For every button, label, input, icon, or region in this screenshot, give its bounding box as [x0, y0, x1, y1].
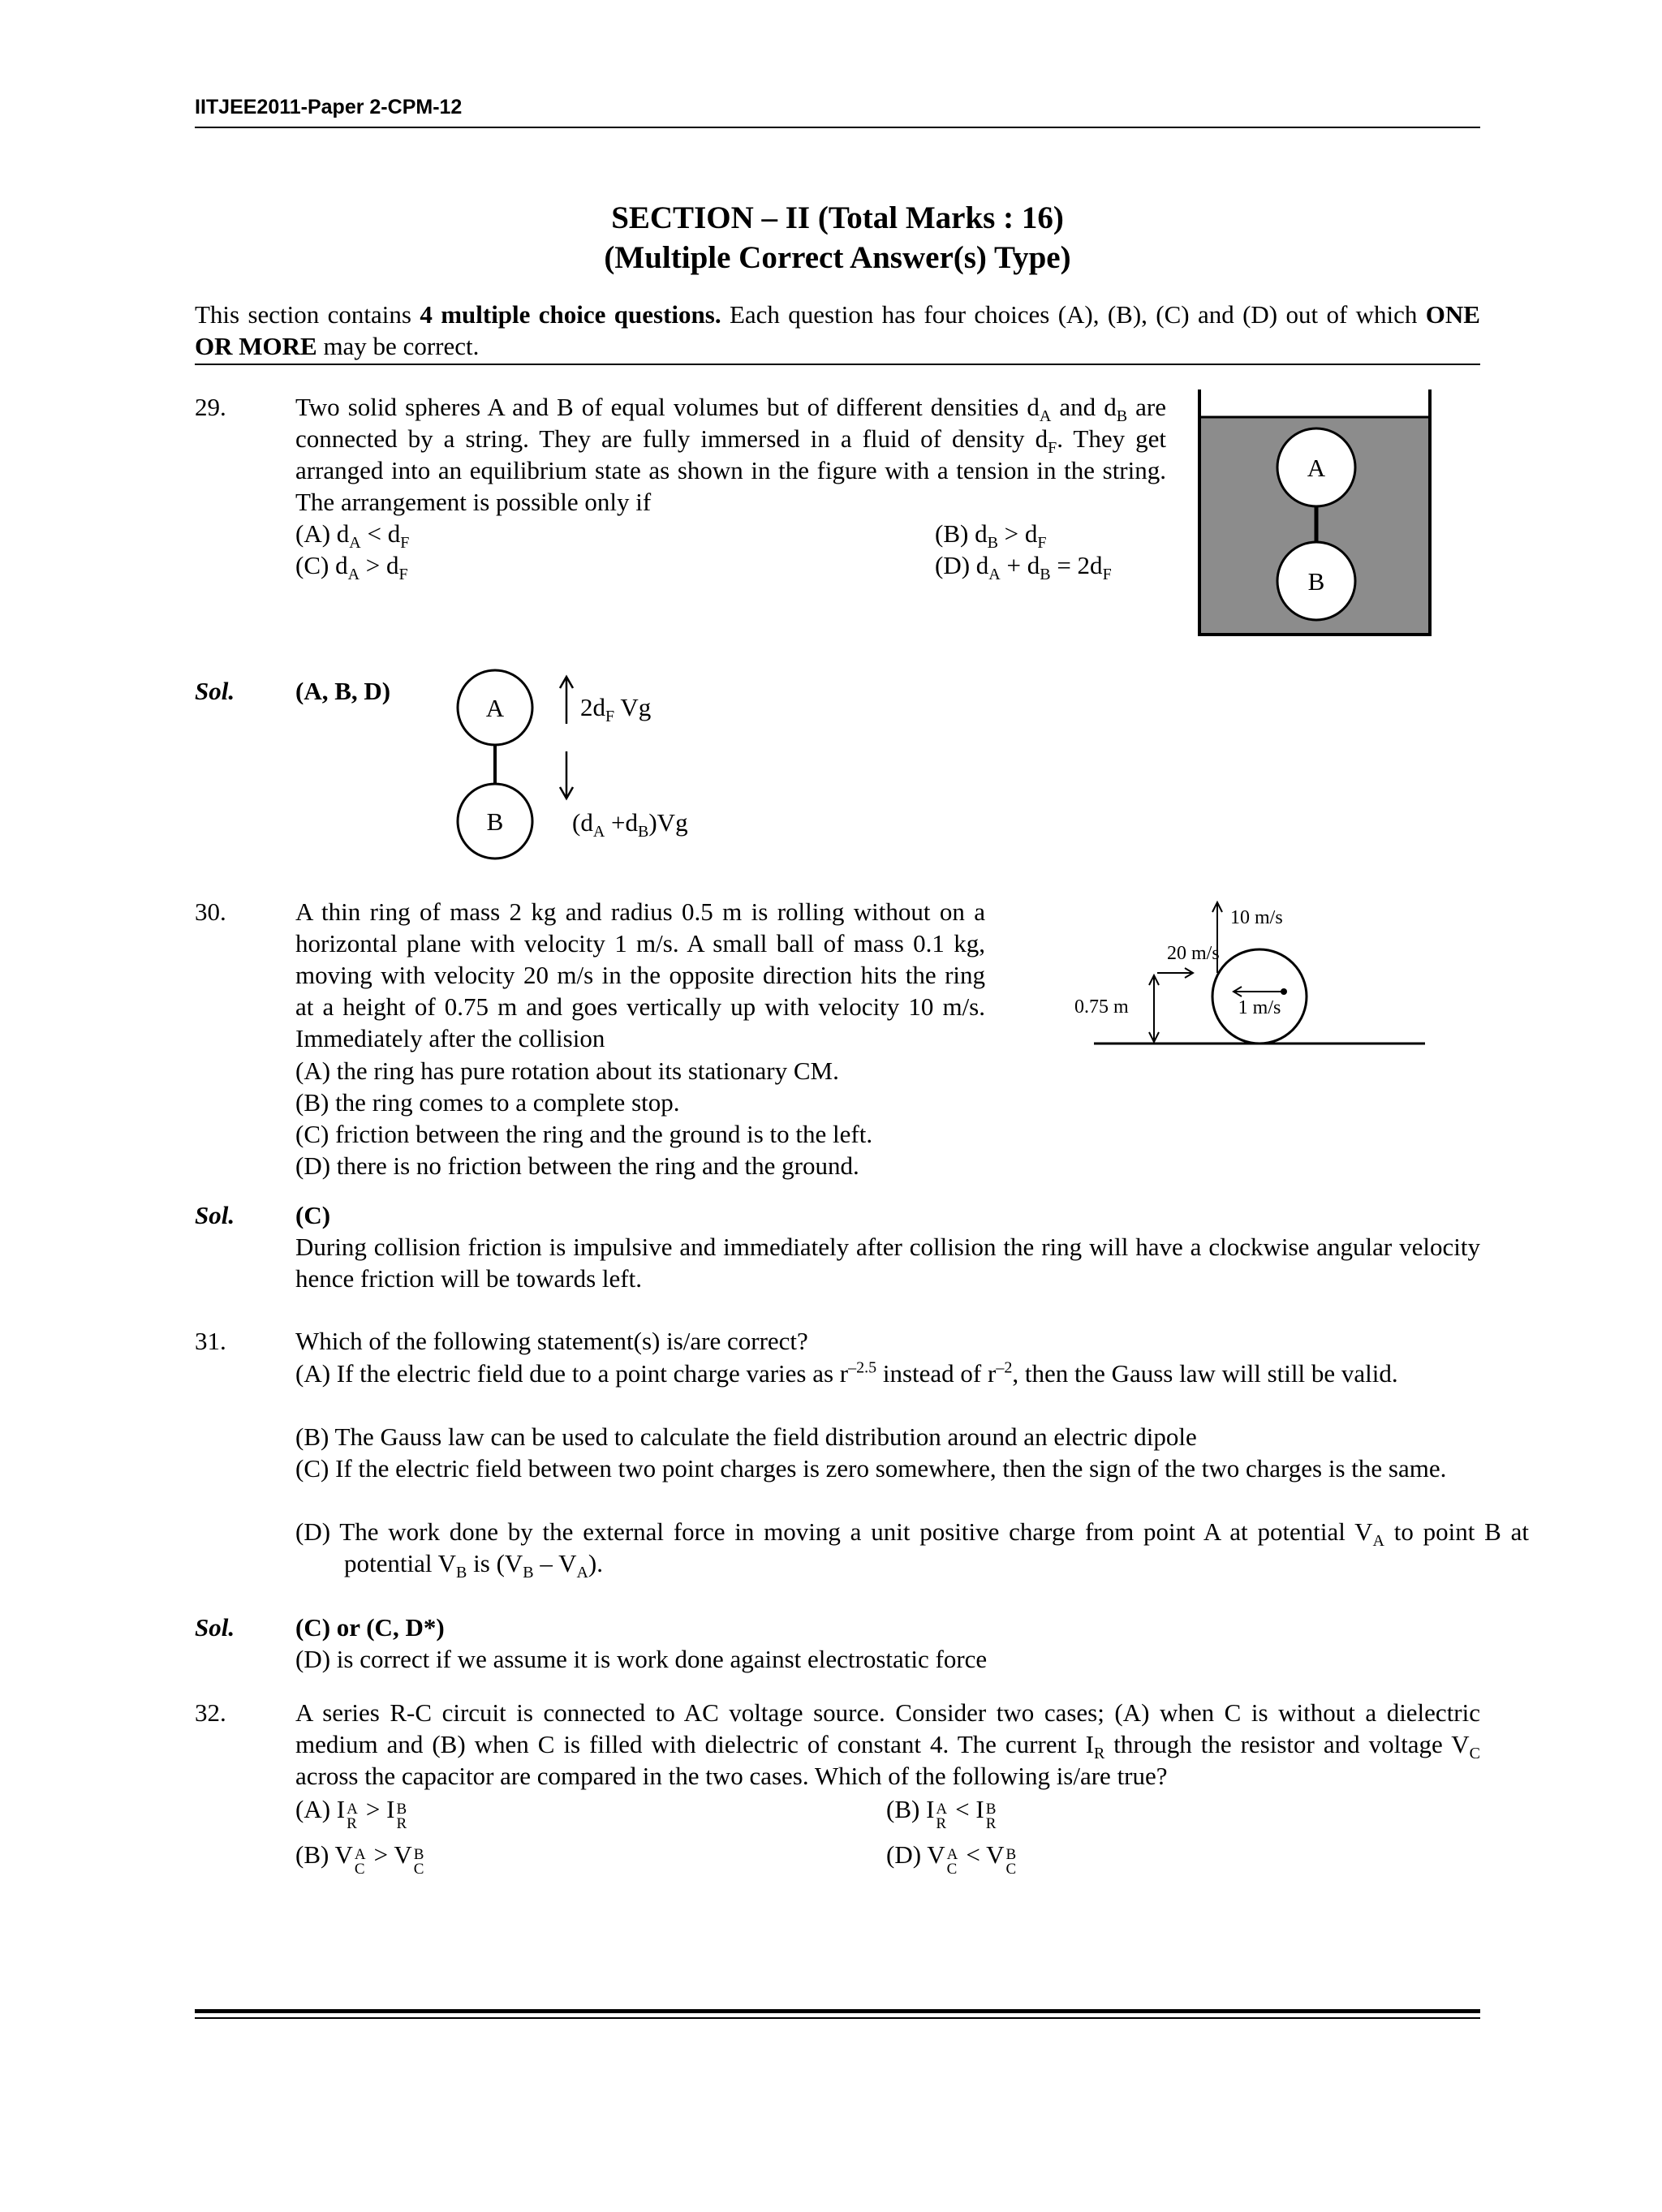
- q32-option-d[interactable]: (D) V A C < V B C: [886, 1840, 1017, 1878]
- q32-number: 32.: [195, 1698, 226, 1727]
- q29-text: Two solid spheres A and B of equal volumes but of different densities $d_A$ and $d_B$ are connected by a string. They are fully immersed in a fluid of density $d_F$. They get arranged into an equilibrium state as shown in the figure with a tension in the string. The arrangement is possible only if: [295, 393, 1167, 516]
- sol30-text: During collision friction is impulsive and immediately after collision the ring will have a clockwise angular velocity hence friction will be towards left.: [295, 1233, 1480, 1293]
- instr-text-2: Each question has four choices (A), (B), (C) and (D) out of which: [721, 300, 1426, 329]
- instr-bold-2: ONE OR MORE: [195, 300, 1480, 360]
- instr-text-1: This section contains: [195, 300, 420, 329]
- q30-number: 30.: [195, 897, 226, 926]
- header-rule: [195, 127, 1480, 128]
- q30-option-a[interactable]: (A) the ring has pure rotation about its stationary CM.: [295, 1057, 839, 1085]
- q32-option-b[interactable]: (B) I A R < I B R: [886, 1795, 997, 1832]
- q30-option-d[interactable]: (D) there is no friction between the ring and the ground.: [295, 1151, 859, 1180]
- ball-up-velocity-label: 10 m/s: [1230, 907, 1283, 928]
- section-rule: [195, 364, 1480, 365]
- q31-stem: Which of the following statement(s) is/are correct?: [295, 1327, 808, 1355]
- q30-option-b[interactable]: (B) the ring comes to a complete stop.: [295, 1088, 680, 1117]
- section-instructions: [195, 299, 1480, 362]
- q30-figure: [1071, 889, 1436, 1052]
- q29-number: 29.: [195, 393, 226, 421]
- q31-option-a[interactable]: (A) If the electric field due to a point charge varies as $r^{-2.5}$ instead of $r^{-2}$, then the Gauss law will still be valid.: [295, 1358, 1398, 1388]
- sol29-figure: [454, 667, 747, 870]
- sol31-answer: (C) or (C, D*): [295, 1613, 445, 1642]
- q31-option-d[interactable]: (D) The work done by the external force in moving a unit positive charge from point A at potential $V_A$ to point B at potential $V_B$ is $(V_B - V_A)$.: [295, 1517, 1530, 1582]
- sol30-answer: (C): [295, 1201, 331, 1229]
- q30-option-c[interactable]: (C) friction between the ring and the ground is to the left.: [295, 1120, 873, 1148]
- sol29-label: Sol.: [195, 677, 235, 705]
- sphere-a-label: A: [1307, 454, 1326, 482]
- section-title: SECTION – II (Total Marks : 16): [611, 200, 1064, 235]
- sphere-b-label: B: [1307, 567, 1325, 596]
- sol29-answer: (A, B, D): [295, 677, 391, 705]
- q32-option-c[interactable]: (B) V A C > V B C: [295, 1840, 424, 1878]
- q31-number: 31.: [195, 1327, 226, 1355]
- sol29-label-a: A: [485, 694, 505, 722]
- weight-label: $(d_A +d_B)Vg$: [572, 808, 688, 841]
- sol31-note: (D) is correct if we assume it is work done against electrostatic force: [295, 1645, 988, 1673]
- sol30-label: Sol.: [195, 1201, 235, 1229]
- page-header-code: IITJEE2011-Paper 2-CPM-12: [195, 96, 463, 118]
- instr-bold-1: 4 multiple choice questions.: [420, 300, 721, 329]
- q32-option-a[interactable]: (A) I A R > I B R: [295, 1795, 407, 1832]
- height-label: 0.75 m: [1074, 996, 1129, 1018]
- sol31-label: Sol.: [195, 1613, 235, 1642]
- q29-option-b[interactable]: (B) $d_B > d_F$: [935, 519, 1047, 553]
- q29-figure: [1193, 389, 1436, 649]
- buoyant-force-label: $2d_F$ Vg: [580, 693, 652, 725]
- q32-text: A series R-C circuit is connected to AC voltage source. Consider two cases; (A) when C is without a dielectric medium and (B) when C is filled with dielectric of constant 4. The current $I_R$ through the resistor and voltage $V_C$ across the capacitor are compared in the two cases. Which of the following is/are true?: [295, 1698, 1480, 1790]
- sol29-label-b: B: [486, 807, 504, 836]
- q29-option-c[interactable]: (C) $d_A > d_F$: [295, 551, 408, 584]
- q30-text: A thin ring of mass 2 kg and radius 0.5 m is rolling without on a horizontal plane with velocity 1 m/s. A small ball of mass 0.1 kg, moving with velocity 20 m/s in the opposite direction hits the ring at a height of 0.75 m and goes vertically up with velocity 10 m/s. Immediately after the collision: [295, 897, 985, 1052]
- ring: [1212, 949, 1307, 1044]
- ring-center: [1281, 988, 1287, 995]
- instr-text-3: may be correct.: [316, 332, 480, 360]
- ball-velocity-label: 20 m/s: [1167, 943, 1220, 964]
- q29-option-a[interactable]: (A) $d_A < d_F$: [295, 519, 410, 553]
- q31-option-b[interactable]: (B) The Gauss law can be used to calculate the field distribution around an electric dipole: [295, 1422, 1197, 1451]
- footer-rule-thick: [195, 2009, 1480, 2013]
- footer-rule-thin: [195, 2017, 1480, 2019]
- ring-velocity-label: 1 m/s: [1238, 997, 1281, 1018]
- q31-option-c[interactable]: (C) If the electric field between two point charges is zero somewhere, then the sign of the two charges is the same.: [295, 1454, 1447, 1483]
- section-subtitle: (Multiple Correct Answer(s) Type): [604, 240, 1071, 275]
- q29-option-d[interactable]: (D) $d_A + d_B = 2d_F$: [935, 551, 1112, 584]
